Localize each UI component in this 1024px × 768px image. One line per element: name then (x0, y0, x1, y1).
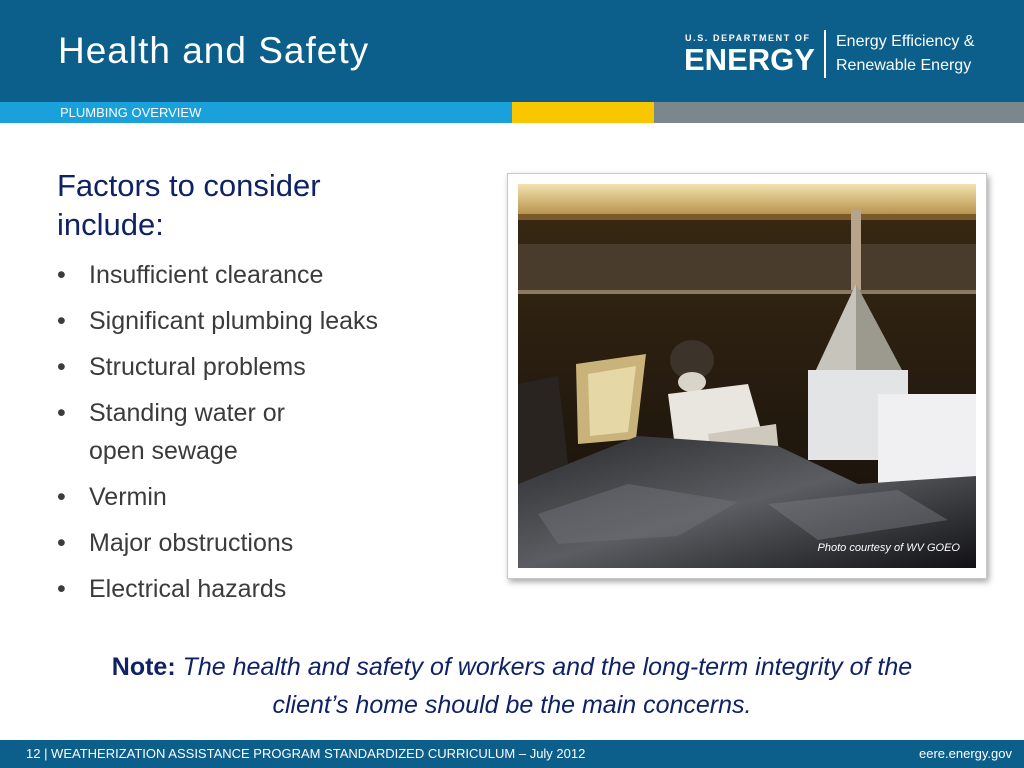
bullet-icon: • (57, 575, 66, 603)
doe-logo-small-text: U.S. DEPARTMENT OF (685, 33, 811, 43)
slide-title: Health and Safety (58, 30, 370, 71)
list-item (57, 478, 477, 516)
bullet-icon: • (57, 261, 66, 289)
bullet-icon: • (57, 399, 66, 427)
list-item-text-line2: open sewage (89, 437, 238, 465)
list-item-text-line1: Standing water or (89, 399, 285, 427)
header-bar (0, 0, 1024, 102)
footer-url: eere.energy.gov (919, 746, 1012, 761)
section-stripe-gray (654, 102, 1024, 123)
list-item (57, 256, 477, 294)
list-item-text: Structural problems (89, 353, 306, 381)
bullet-icon: • (57, 353, 66, 381)
section-stripe-yellow (512, 102, 654, 123)
bullet-icon: • (57, 483, 66, 511)
list-item (57, 348, 477, 386)
list-item (57, 570, 477, 608)
note-label: Note: (111, 653, 176, 681)
crawlspace-illustration (518, 184, 976, 568)
crawlspace-photo (518, 184, 976, 568)
section-label: PLUMBING OVERVIEW (60, 105, 202, 120)
list-item (57, 302, 477, 340)
office-name-line2: Renewable Energy (836, 57, 972, 74)
note-callout (80, 648, 944, 724)
content-heading: Factors to consider include: (57, 168, 321, 242)
list-item (57, 524, 477, 562)
list-item (57, 394, 477, 470)
bullet-icon: • (57, 307, 66, 335)
note-text: The health and safety of workers and the long-term integrity of the client’s home should be the main concerns. (182, 653, 913, 719)
bullet-icon: • (57, 529, 66, 557)
office-name-line1: Energy Efficiency & (836, 33, 975, 50)
list-item-text: Electrical hazards (89, 575, 287, 603)
photo-credit: Photo courtesy of WV GOEO (817, 542, 960, 554)
list-item-text: Significant plumbing leaks (89, 307, 379, 335)
list-item-text: Insufficient clearance (89, 261, 324, 289)
doe-logo-text: ENERGY (684, 42, 815, 77)
factor-list (57, 256, 477, 616)
logo-divider (824, 30, 826, 78)
footer-citation: 12 | WEATHERIZATION ASSISTANCE PROGRAM STANDARDIZED CURRICULUM – July 2012 (26, 746, 586, 761)
footer-bar (0, 740, 1024, 768)
photo-frame (507, 173, 987, 579)
list-item-text: Vermin (89, 483, 167, 511)
list-item-text: Major obstructions (89, 529, 294, 557)
